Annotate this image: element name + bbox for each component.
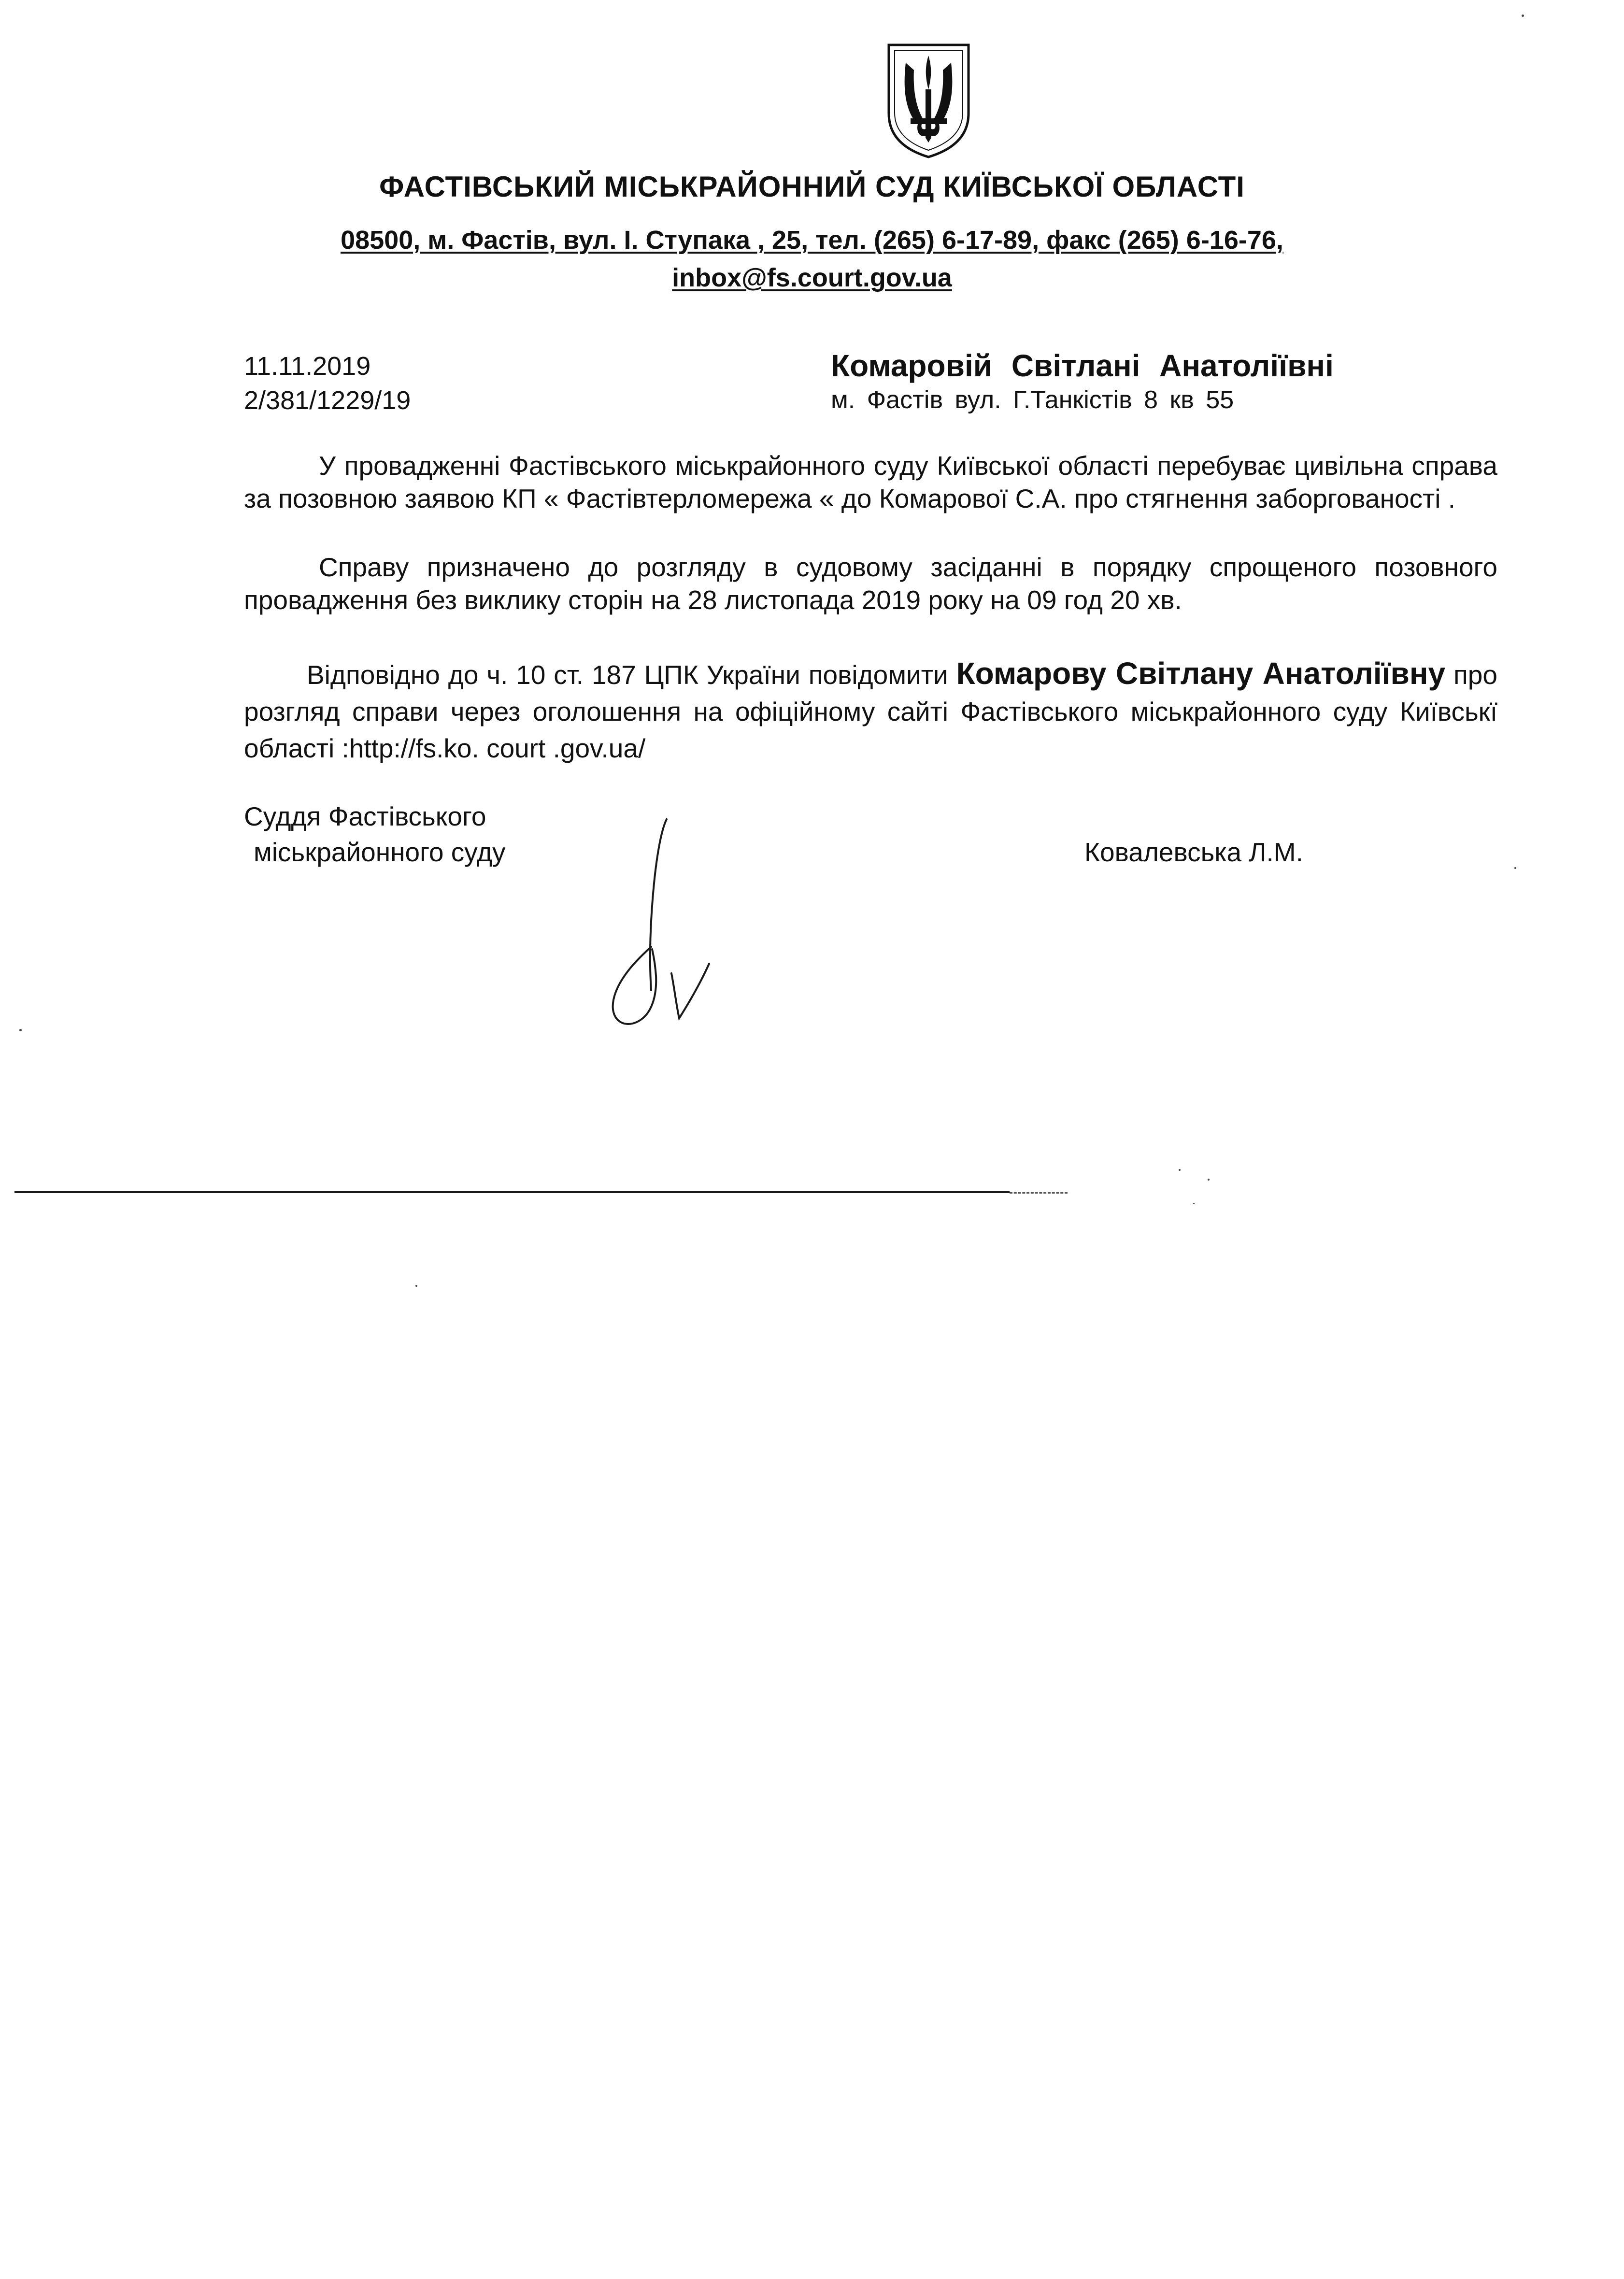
paragraph-notification xyxy=(244,655,1497,767)
judge-title-line-1: Суддя Фастівського xyxy=(244,801,486,831)
tryzub-coat-of-arms-icon xyxy=(884,41,973,159)
handwritten-signature-icon xyxy=(599,816,725,1034)
scan-speck xyxy=(1179,1169,1181,1171)
recipient-name: Комаровій Світлані Анатоліївні xyxy=(831,348,1334,383)
scan-speck xyxy=(1193,1203,1195,1204)
judge-name: Ковалевська Л.М. xyxy=(1084,837,1303,867)
scan-speck xyxy=(19,1029,22,1031)
judge-title-line-2: міськрайонного суду xyxy=(254,837,506,867)
scan-speck xyxy=(1208,1179,1210,1181)
scan-speck xyxy=(1514,867,1516,869)
notified-person-name: Комарову Світлану Анатоліївну xyxy=(956,656,1446,691)
paragraph-case-info: У провадженні Фастівського міськрайонного суду Київської області перебуває цивільна справа за позовною заявою КП « Фастівтерломережа « до Комарової С.А. про стягнення заборгованості . xyxy=(244,451,1497,513)
notification-text-before: Відповідно до ч. 10 ст. 187 ЦПК України повідомити xyxy=(307,660,956,690)
page-divider-dash xyxy=(1010,1192,1068,1194)
court-name-heading: ФАСТІВСЬКИЙ МІСЬКРАЙОННИЙ СУД КИЇВСЬКОЇ ОБЛАСТІ xyxy=(379,171,1245,203)
recipient-address: м. Фастів вул. Г.Танкістів 8 кв 55 xyxy=(831,386,1234,414)
scan-speck xyxy=(1522,14,1524,17)
notification-text-after: про розгляд справи через оголошення на офіційному сайті Фастівського міськрайонного суду Київськї області :http://fs.ko. court .gov.ua/ xyxy=(244,660,1497,763)
paragraph-hearing-date: Справу призначено до розгляду в судовому засіданні в порядку спрощеного позовного провадження без виклику сторін на 28 листопада 2019 року на 09 год 20 хв. xyxy=(244,552,1497,615)
document-date: 11.11.2019 xyxy=(244,352,371,381)
case-number: 2/381/1229/19 xyxy=(244,386,411,415)
page-divider-line xyxy=(14,1191,1010,1193)
court-address-line: 08500, м. Фастів, вул. І. Ступака , 25, тел. (265) 6-17-89, факс (265) 6-16-76, xyxy=(341,226,1283,255)
scan-speck xyxy=(415,1285,417,1287)
court-email-link[interactable]: inbox@fs.court.gov.ua xyxy=(672,263,952,292)
